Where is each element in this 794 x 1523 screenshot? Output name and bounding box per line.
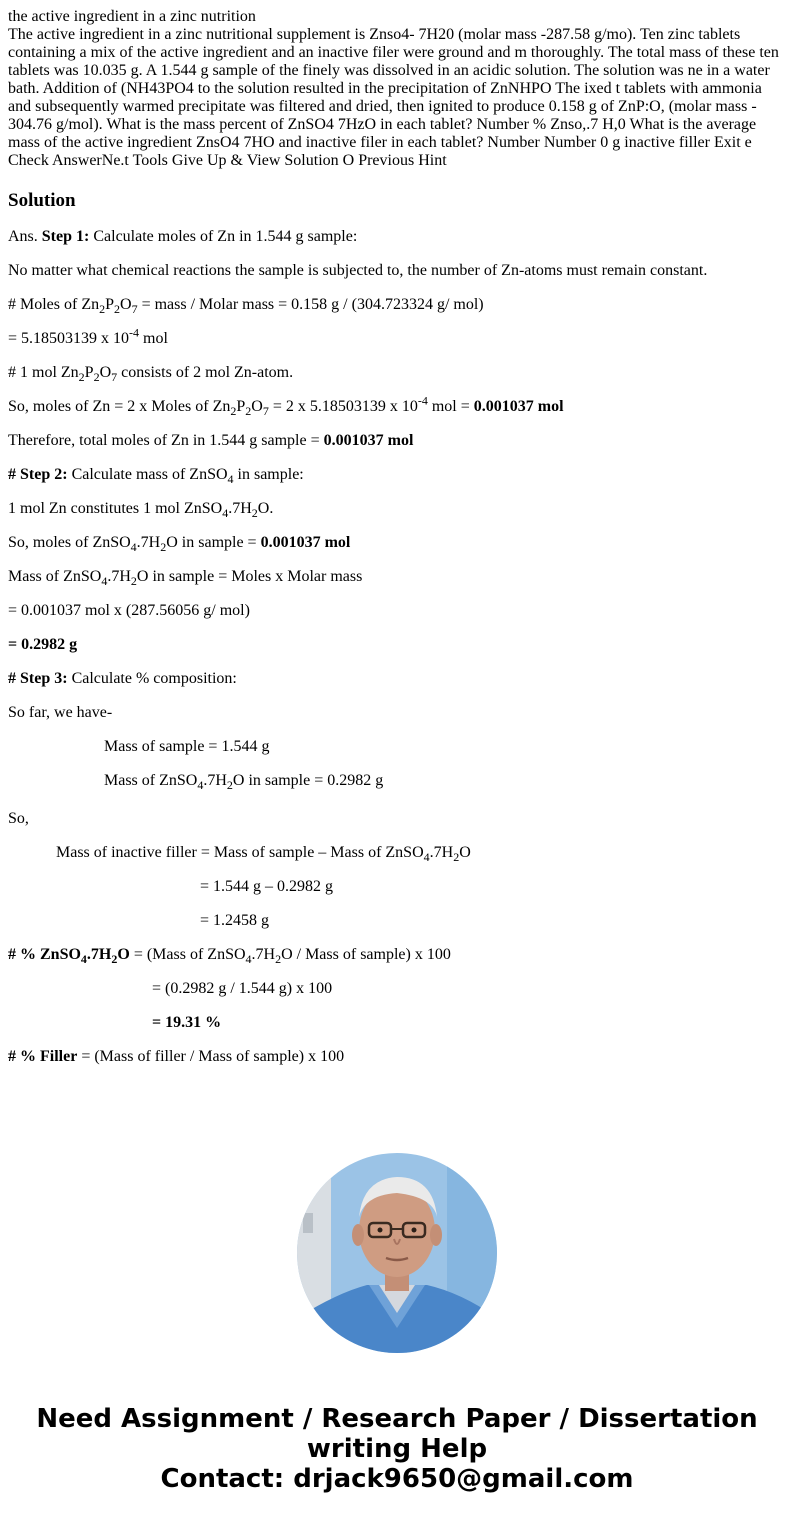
step3-line: # Step 3: Calculate % composition: [8, 670, 237, 687]
footer-banner [0, 1404, 794, 1494]
footer-line-1: Need Assignment / Research Paper / Dissertation [36, 1404, 758, 1434]
filler-eq-line: Mass of inactive filler = Mass of sample – Mass of $ZnSO_4.7H_2O$ [56, 844, 471, 865]
footer-contact: Contact: drjack9650@gmail.com [160, 1464, 634, 1494]
moles-value-line: = 5.18503139 x $10^{-4}$ mol [8, 325, 168, 347]
constitutes-line: 1 mol Zn constitutes 1 mol $ZnSO_4.7H_2O$. [8, 500, 274, 521]
mass-result-line: = 0.2982 g [8, 636, 78, 653]
pct-eq-line: # % $ZnSO_4.7H_2O$ = (Mass of $ZnSO_4.7H_2O$ / Mass of sample) x 100 [8, 946, 451, 967]
pct-calc-line: = (0.2982 g / 1.544 g) x 100 [152, 980, 333, 997]
mass-znso4-line: Mass of $ZnSO_4.7H_2O$ in sample = Moles x Molar mass [8, 568, 363, 589]
moles-formula-line: # Moles of $Zn_2P_2O_7$ = mass / Molar mass = 0.158 g / (304.723324 g/ mol) [8, 296, 484, 317]
footer-line-2: writing Help [306, 1434, 488, 1464]
no-matter-line: No matter what chemical reactions the sample is subjected to, the number of Zn-atoms must remain constant. [8, 262, 708, 279]
so-moles-znso4-line: So, moles of $ZnSO_4.7H_2O$ in sample = 0.001037 mol [8, 534, 351, 555]
filler-pct-line: # % Filler = (Mass of filler / Mass of sample) x 100 [8, 1048, 345, 1065]
step1-line: Ans. Step 1: Calculate moles of Zn in 1.544 g sample: [8, 228, 358, 245]
author-photo [297, 1153, 497, 1353]
calc-line: = 0.001037 mol x (287.56056 g/ mol) [8, 602, 250, 619]
filler-result-line: = 1.2458 g [200, 912, 270, 929]
step2-line: # Step 2: Calculate mass of ZnSO$_4$ in sample: [8, 466, 304, 487]
so-moles-zn-line: So, moles of Zn = 2 x Moles of $Zn_2P_2O_7 = 2$ x 5.18503139 x $10^{-4}$ mol = 0.001037 mol [8, 393, 564, 419]
so-far-line: So far, we have- [8, 704, 113, 721]
mass-znso4-sample-line: Mass of $ZnSO_4.7H_2O$ in sample = 0.2982 g [104, 772, 384, 793]
solution-heading: Solution [8, 190, 76, 211]
author-photo-illustration [297, 1153, 497, 1353]
filler-calc-line: = 1.544 g – 0.2982 g [200, 878, 334, 895]
one-mol-line: # 1 mol $Zn_2P_2O_7$ consists of 2 mol Zn-atom. [8, 364, 294, 385]
so-line: So, [8, 810, 29, 827]
therefore-line: Therefore, total moles of Zn in 1.544 g sample = 0.001037 mol [8, 432, 414, 449]
mass-sample-line: Mass of sample = 1.544 g [104, 738, 270, 755]
pct-result-line: = 19.31 % [152, 1014, 222, 1031]
question-title: the active ingredient in a zinc nutrition [8, 8, 256, 25]
question-body: The active ingredient in a zinc nutritional supplement is Znso4- 7H20 (molar mass -287.58 g/mo). Ten zinc tablets containing a mix of the active ingredient and an inactive filer were ground and m thoroughly. The total mass of these ten tablets was 10.035 g. A 1.544 g sample of the finely was dissolved in an acidic solution. The solution was ne in a water bath. Addition of (NH43PO4 to the solution resulted in the precipitation of ZnNHPO The ixed t tablets with ammonia and subsequently warmed precipitate was filtered and dried, then ignited to produce 0.158 g of ZnP:O, (molar mass - 304.76 g/mol). What is the mass percent of ZnSO4 7HzO in each tablet? Number % Znso,.7 H,0 What is the average mass of the active ingredient ZnsO4 7HO and inactive filer in each tablet? Number Number 0 g inactive filler Exit e Check AnswerNe.t Tools Give Up & View Solution O Previous Hint [8, 26, 779, 169]
